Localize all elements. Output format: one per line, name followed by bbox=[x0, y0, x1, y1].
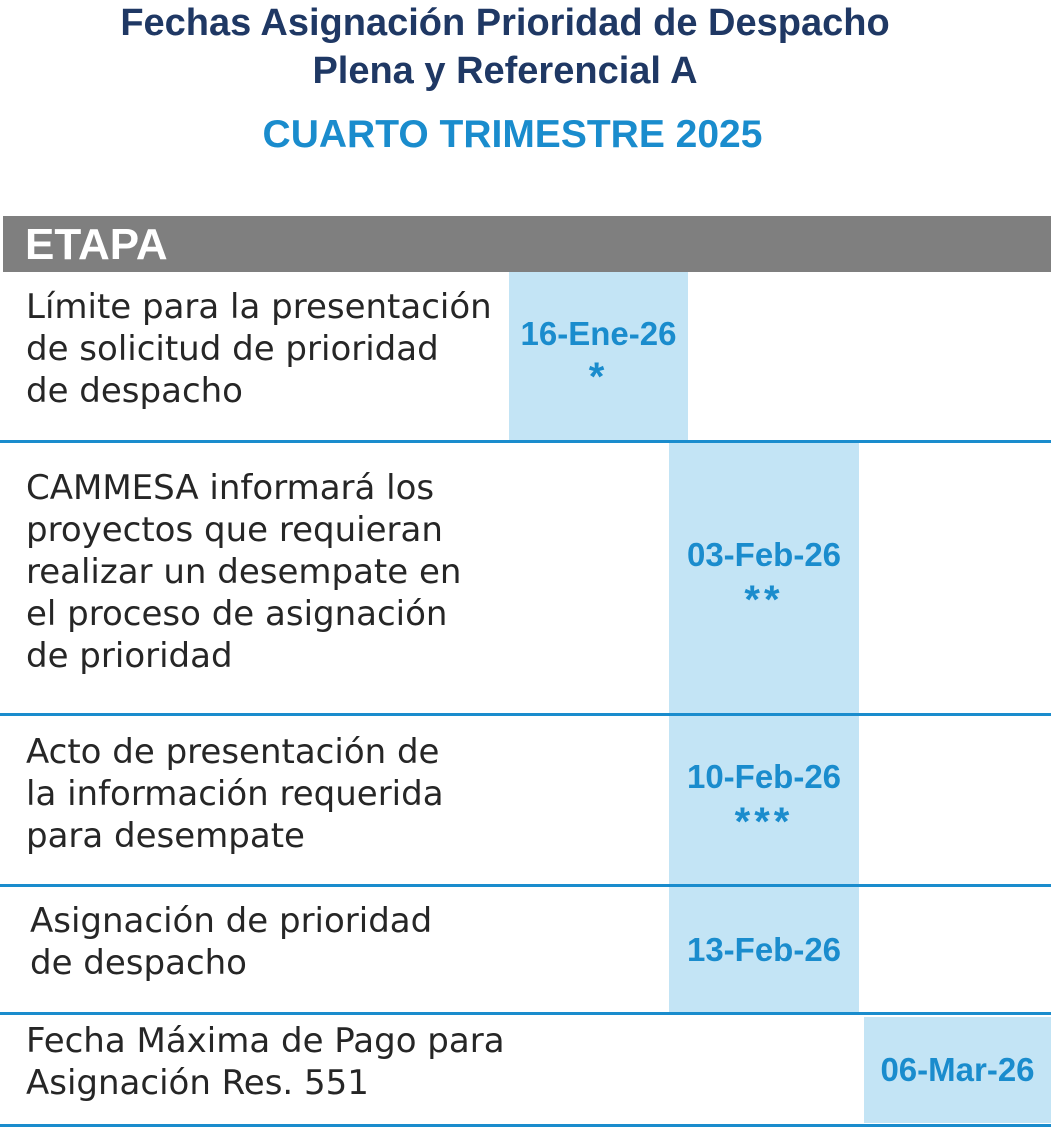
stage-label-line: CAMMESA informará los bbox=[26, 468, 435, 508]
stage-label-line: de solicitud de prioridad bbox=[26, 329, 439, 369]
stage-label-line: realizar un desempate en bbox=[26, 552, 462, 592]
stage-label-line: el proceso de asignación bbox=[26, 594, 448, 634]
row-divider bbox=[0, 440, 1051, 443]
date-value: 13-Feb-26 bbox=[686, 930, 842, 968]
stage-label-line: Acto de presentación de bbox=[26, 732, 440, 772]
date-value: 10-Feb-26 bbox=[686, 758, 842, 795]
page-title: Fechas Asignación Prioridad de Despacho bbox=[120, 2, 890, 44]
date-cell bbox=[669, 443, 859, 713]
date-cell bbox=[669, 716, 859, 884]
stage-label-line: Fecha Máxima de Pago para bbox=[26, 1021, 505, 1061]
date-value: 06-Mar-26 bbox=[880, 1051, 1035, 1088]
stage-label-line: para desempate bbox=[26, 816, 305, 856]
date-cell bbox=[864, 1017, 1051, 1123]
stage-label-line: Límite para la presentación bbox=[26, 287, 492, 327]
stage-label-line: de despacho bbox=[30, 943, 247, 983]
row-divider bbox=[0, 1124, 1051, 1127]
stage-label-line: la información requerida bbox=[26, 774, 444, 814]
row-divider bbox=[0, 713, 1051, 716]
stage-label-line: Asignación Res. 551 bbox=[26, 1063, 369, 1103]
stage-label bbox=[30, 900, 432, 984]
page-subtitle: CUARTO TRIMESTRE 2025 bbox=[262, 113, 763, 156]
footnote-mark: *** bbox=[734, 800, 794, 844]
stage-label-line: de prioridad bbox=[26, 636, 233, 676]
stage-label-line: Asignación de prioridad bbox=[30, 901, 433, 941]
date-value: 03-Feb-26 bbox=[686, 536, 842, 573]
stage-label-line: de despacho bbox=[26, 371, 243, 411]
stage-label bbox=[26, 467, 461, 677]
row-divider bbox=[0, 884, 1051, 887]
row-divider bbox=[0, 1012, 1051, 1015]
date-cell bbox=[669, 887, 859, 1012]
page-title-line-2: Plena y Referencial A bbox=[312, 50, 698, 92]
stage-label bbox=[26, 286, 492, 412]
stage-label bbox=[26, 731, 444, 857]
footnote-mark: ** bbox=[744, 578, 784, 622]
table-header-label: ETAPA bbox=[25, 220, 168, 269]
stage-label bbox=[26, 1020, 505, 1104]
table-header bbox=[3, 216, 1051, 272]
footnote-mark: * bbox=[588, 355, 609, 399]
stage-label-line: proyectos que requieran bbox=[26, 510, 443, 550]
date-cell bbox=[509, 272, 688, 440]
date-value: 16-Ene-26 bbox=[520, 315, 677, 352]
